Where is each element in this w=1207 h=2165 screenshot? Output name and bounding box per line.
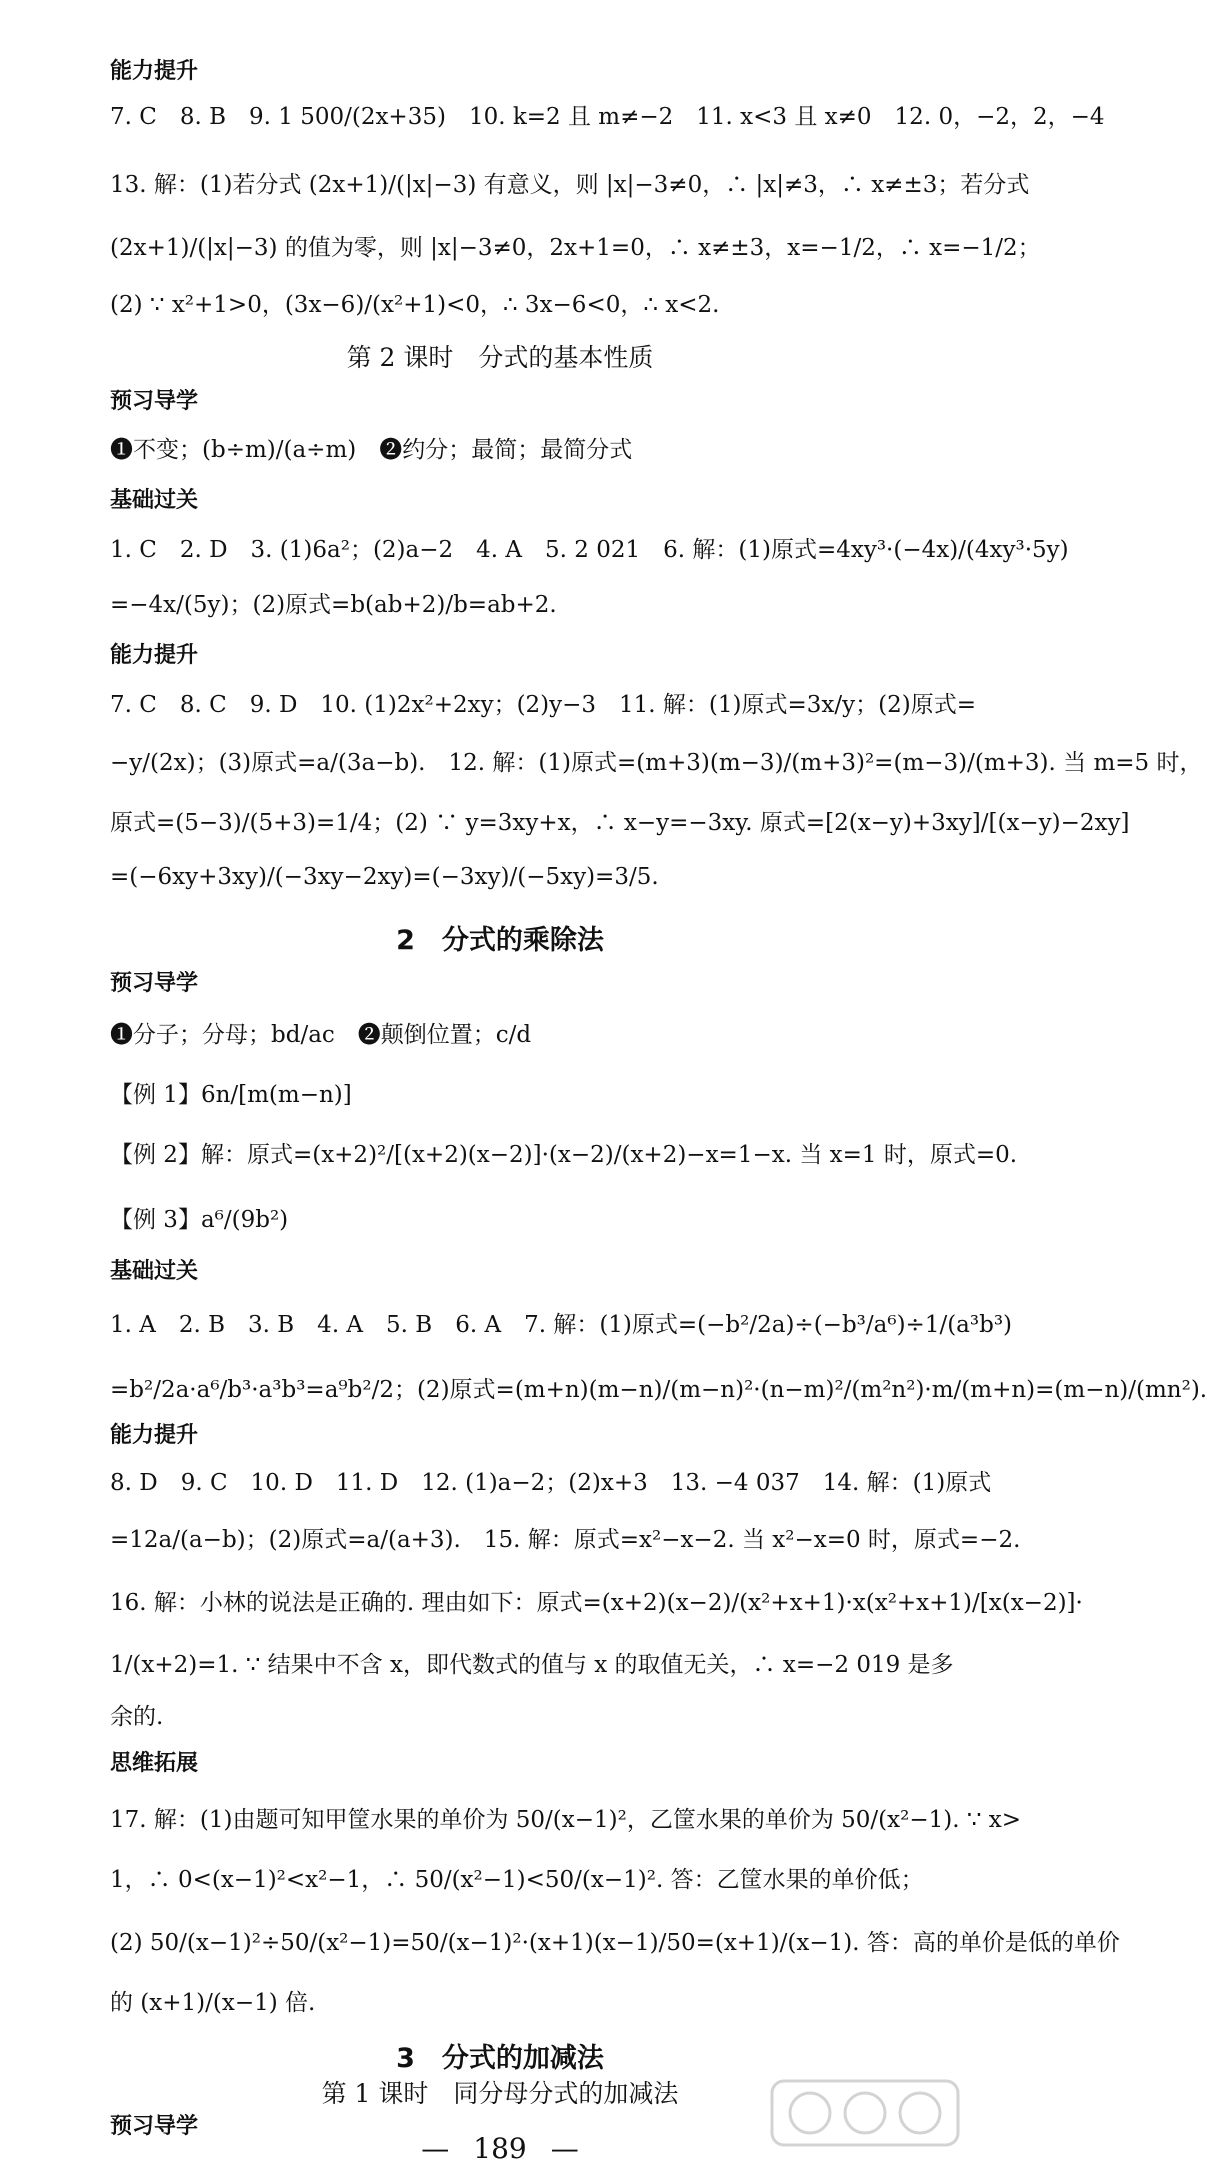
answer-line: (2) 50/(x−1)²÷50/(x²−1)=50/(x−1)²·(x+1)(x−1)/50=(x+1)/(x−1). 答：高的单价是低的单价 [110,1930,1120,1956]
section-heading: 能力提升 [110,1423,199,1448]
answer-line: 原式=(5−3)/(5+3)=1/4；(2) ∵ y=3xy+x，∴ x−y=−3xy. 原式=[2(x−y)+3xy]/[(x−y)−2xy] [110,810,1130,836]
answer-line: =12a/(a−b)；(2)原式=a/(a+3). 15. 解：原式=x²−x−2. 当 x²−x=0 时，原式=−2. [110,1527,1021,1553]
answer-line: 的 (x+1)/(x−1) 倍. [110,1990,316,2016]
answer-line: 1. C 2. D 3. (1)6a²；(2)a−2 4. A 5. 2 021 6. 解：(1)原式=4xy³·(−4x)/(4xy³·5y) [110,537,1069,563]
answer-line: 【例 2】解：原式=(x+2)²/[(x+2)(x−2)]·(x−2)/(x+2)−x=1−x. 当 x=1 时，原式=0. [110,1142,1018,1168]
section-heading: 能力提升 [110,643,199,668]
section-heading: 基础过关 [110,1259,199,1284]
answer-line: 1/(x+2)=1. ∵ 结果中不含 x，即代数式的值与 x 的取值无关，∴ x=−2 019 是多 [110,1652,954,1678]
answer-line: =−4x/(5y)；(2)原式=b(ab+2)/b=ab+2. [110,592,557,618]
answer-line: 16. 解：小林的说法是正确的. 理由如下：原式=(x+2)(x−2)/(x²+x+1)·x(x²+x+1)/[x(x−2)]· [110,1590,1083,1616]
answer-line: 余的. [110,1704,164,1730]
lesson-title: 3 分式的加减法 [396,2043,604,2074]
answer-line: 【例 1】6n/[m(m−n)] [110,1082,352,1108]
answer-line: 1. A 2. B 3. B 4. A 5. B 6. A 7. 解：(1)原式=(−b²/2a)÷(−b³/a⁶)÷1/(a³b³) [110,1312,1013,1338]
answer-line: =(−6xy+3xy)/(−3xy−2xy)=(−3xy)/(−5xy)=3/5. [110,864,659,890]
section-heading: 基础过关 [110,488,199,513]
lesson-title: 第 2 课时 分式的基本性质 [346,343,654,372]
answer-line: 7. C 8. B 9. 1 500/(2x+35) 10. k=2 且 m≠−2 11. x<3 且 x≠0 12. 0，−2，2，−4 [110,104,1105,130]
answer-line: −y/(2x)；(3)原式=a/(3a−b). 12. 解：(1)原式=(m+3)(m−3)/(m+3)²=(m−3)/(m+3). 当 m=5 时， [110,750,1203,776]
lesson-title: 2 分式的乘除法 [396,925,604,956]
page-number-text: 189 [473,2132,527,2165]
answer-line: =b²/2a·a⁶/b³·a³b³=a⁹b²/2；(2)原式=(m+n)(m−n)/(m−n)²·(n−m)²/(m²n²)·m/(m+n)=(m−n)/(mn²). [110,1377,1207,1403]
lesson-title: 第 1 课时 同分母分式的加减法 [321,2079,679,2108]
answer-line: (2) ∵ x²+1>0，(3x−6)/(x²+1)<0，∴ 3x−6<0，∴ x<2. [110,292,720,318]
answer-line: 【例 3】a⁶/(9b²) [110,1207,289,1233]
answer-line: ❶不变；(b÷m)/(a÷m) ❷约分；最简；最简分式 [110,437,633,463]
answer-line: 17. 解：(1)由题可知甲筐水果的单价为 50/(x−1)²，乙筐水果的单价为 50/(x²−1). ∵ x> [110,1807,1022,1833]
section-heading: 预习导学 [110,2114,199,2139]
section-heading: 思维拓展 [110,1751,199,1776]
page-number: — 189 — [421,2132,579,2165]
watermark-logo-icon [770,2079,960,2147]
answer-line: 8. D 9. C 10. D 11. D 12. (1)a−2；(2)x+3 13. −4 037 14. 解：(1)原式 [110,1470,992,1496]
answer-line: 1，∴ 0<(x−1)²<x²−1，∴ 50/(x²−1)<50/(x−1)². 答：乙筐水果的单价低； [110,1867,924,1893]
answer-line: ❶分子；分母；bd/ac ❷颠倒位置；c/d [110,1022,532,1048]
section-heading: 预习导学 [110,971,199,996]
answer-line: (2x+1)/(|x|−3) 的值为零，则 |x|−3≠0，2x+1=0，∴ x≠±3，x=−1/2，∴ x=−1/2； [110,235,1041,261]
answer-line: 7. C 8. C 9. D 10. (1)2x²+2xy；(2)y−3 11. 解：(1)原式=3x/y；(2)原式= [110,692,976,718]
answer-line: 13. 解：(1)若分式 (2x+1)/(|x|−3) 有意义，则 |x|−3≠0，∴ |x|≠3，∴ x≠±3；若分式 [110,172,1030,198]
section-heading: 预习导学 [110,389,199,414]
section-heading: 能力提升 [110,59,199,84]
